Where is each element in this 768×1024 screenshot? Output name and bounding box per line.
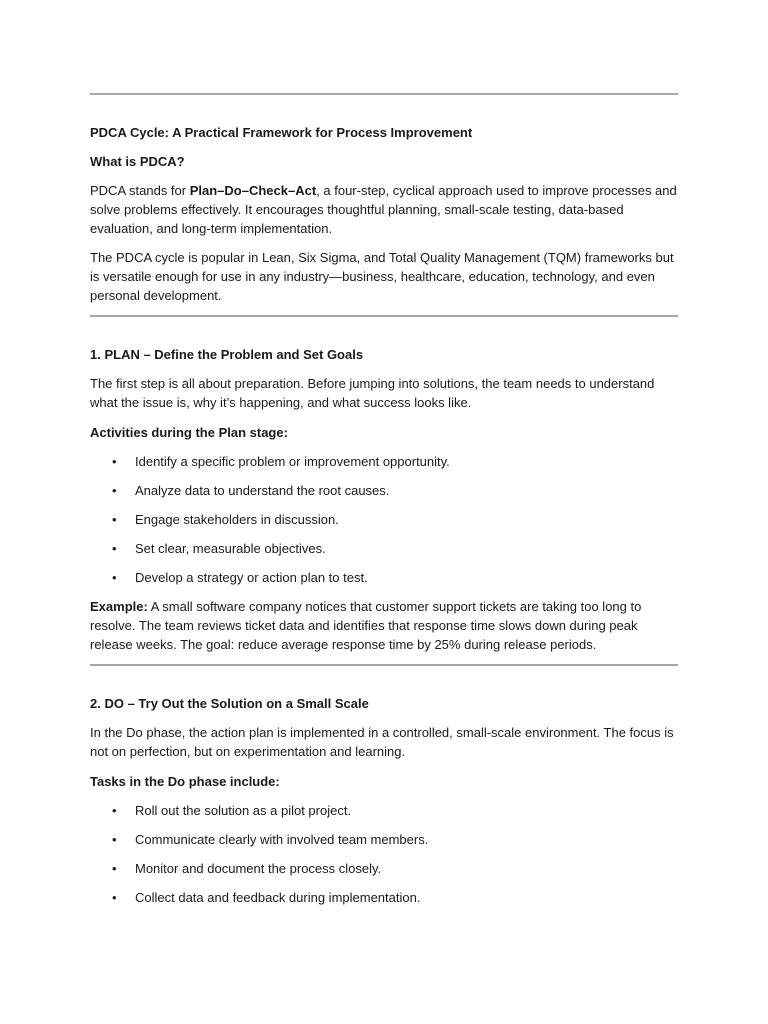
horizontal-rule bbox=[90, 93, 678, 95]
plan-activities-heading: Activities during the Plan stage: bbox=[90, 425, 288, 440]
list-item: • Identify a specific problem or improvement opportunity. bbox=[90, 452, 678, 471]
intro-paragraph-1 bbox=[90, 181, 678, 238]
document-page bbox=[0, 93, 768, 1024]
plan-activities-list bbox=[90, 452, 678, 587]
horizontal-rule bbox=[90, 315, 678, 317]
list-item: • Communicate clearly with involved team members. bbox=[90, 830, 678, 849]
list-item: • Analyze data to understand the root causes. bbox=[90, 481, 678, 500]
do-intro-paragraph: In the Do phase, the action plan is implemented in a controlled, small-scale environment. The focus is not on perfection, but on experimentation and learning. bbox=[90, 725, 674, 759]
do-tasks-list bbox=[90, 801, 678, 907]
list-item: • Set clear, measurable objectives. bbox=[90, 539, 678, 558]
do-section-heading: 2. DO – Try Out the Solution on a Small Scale bbox=[90, 696, 369, 711]
horizontal-rule bbox=[90, 664, 678, 666]
list-item: • Collect data and feedback during implementation. bbox=[90, 888, 678, 907]
list-item: • Engage stakeholders in discussion. bbox=[90, 510, 678, 529]
list-item: • Monitor and document the process closely. bbox=[90, 859, 678, 878]
example-label: Example: bbox=[90, 599, 148, 614]
example-text: A small software company notices that customer support tickets are taking too long to resolve. The team reviews ticket data and identifies that response time slows down during peak release weeks. The goal: reduce average response time by 25% during release periods. bbox=[90, 599, 642, 652]
document-title: PDCA Cycle: A Practical Framework for Process Improvement bbox=[90, 125, 473, 140]
do-tasks-heading: Tasks in the Do phase include: bbox=[90, 774, 280, 789]
intro-bold-term: Plan–Do–Check–Act bbox=[189, 183, 317, 198]
intro-text-before: PDCA stands for bbox=[90, 183, 190, 198]
plan-section-heading: 1. PLAN – Define the Problem and Set Goals bbox=[90, 347, 364, 362]
list-item: • Develop a strategy or action plan to test. bbox=[90, 568, 678, 587]
intro-text-after: , a four-step, cyclical approach used to improve processes and solve problems effectively. It encourages thoughtful planning, small-scale testing, data-based evaluation, and long-term implementation. bbox=[90, 183, 677, 236]
list-item: • Roll out the solution as a pilot project. bbox=[90, 801, 678, 820]
plan-example-paragraph bbox=[90, 597, 678, 654]
plan-intro-paragraph: The first step is all about preparation. Before jumping into solutions, the team needs to understand what the issue is, why it’s happening, and what success looks like. bbox=[90, 376, 655, 410]
what-is-pdca-heading: What is PDCA? bbox=[90, 154, 185, 169]
intro-paragraph-2: The PDCA cycle is popular in Lean, Six Sigma, and Total Quality Management (TQM) frameworks but is versatile enough for use in any industry—business, healthcare, education, technology, and even personal development. bbox=[90, 250, 674, 303]
